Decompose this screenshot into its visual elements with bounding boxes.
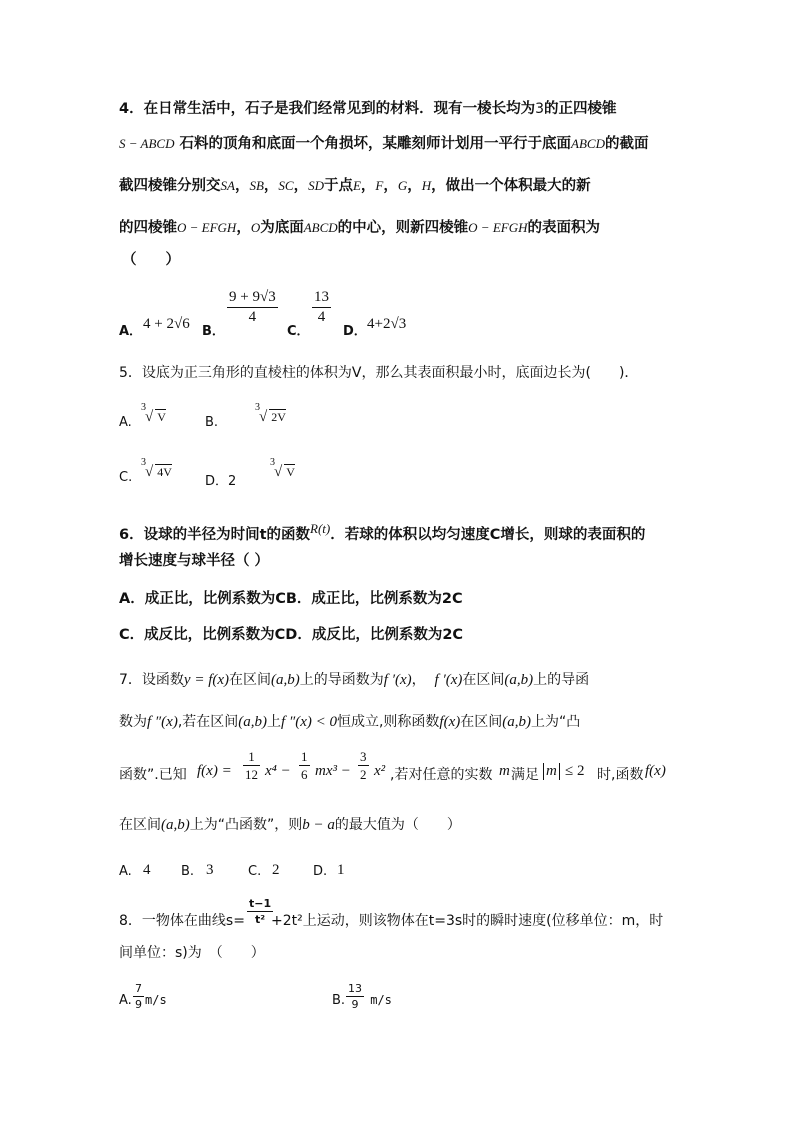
q7-text: 在区间: [119, 817, 161, 833]
q5-option-c-label: C.: [119, 470, 133, 485]
q8-option-a-label: A.: [119, 993, 132, 1008]
q4-point-G: G: [397, 178, 408, 193]
q7-text: ，: [411, 672, 426, 688]
q7-text: ,若在区间: [177, 714, 239, 730]
q8-option-b-unit: m/s: [363, 993, 392, 1007]
q5-option-b-label: B.: [205, 415, 219, 430]
q8-line2: 间单位：s)为 （ ）: [119, 945, 265, 961]
q4-option-c-numerator: 13: [312, 290, 331, 308]
q4-text: 的四棱锥: [119, 220, 177, 236]
q8-option-a-fraction: [133, 983, 144, 1010]
q5-options-row1: [119, 400, 519, 430]
q5-radicand: V: [286, 465, 295, 479]
q7-fraction-den: 2: [360, 767, 367, 782]
q7-line1: [119, 669, 589, 689]
q4-answer-paren: （ ）: [122, 252, 180, 268]
q4-edge-length: 3: [535, 101, 545, 117]
q7-text: 7．设函数: [119, 672, 184, 688]
q5-option-d-label: D．2: [205, 474, 237, 489]
q4-edge-SB: SB: [249, 178, 264, 193]
q4-line3: 截四棱锥分别交SA，SB，SC，SD于点E，F，G，H，做出一个体积最大的新: [119, 178, 591, 194]
q8-option-b-label: B.: [332, 993, 346, 1008]
q7-option-a: 4: [143, 862, 151, 878]
q4-option-b-numerator: 9 + 9√3: [227, 290, 278, 308]
q7-text: 在区间: [460, 714, 503, 730]
q7-option-c-label: C.: [248, 864, 262, 879]
q7-var-m: m: [499, 763, 510, 779]
q8-option-b-den: 9: [351, 998, 359, 1011]
q7-fraction-num: 3: [360, 749, 367, 764]
q7-interval: (a,b): [238, 714, 268, 730]
q7-text: 的最大值为（ ）: [334, 817, 461, 833]
q7-interval: (a,b): [502, 714, 531, 730]
q5-root-index: 3: [141, 457, 146, 468]
q8-line1: [119, 898, 699, 938]
q7-fraction-1-12: [243, 750, 260, 781]
q7-text: ,若对任意的实数: [390, 767, 493, 783]
q5-radicand: 4V: [157, 465, 172, 479]
q6-options-cd: C．成反比，比例系数为CD．成反比，比例系数为2C: [119, 627, 464, 643]
q4-option-a-label: A．: [119, 324, 143, 339]
q7-fraction-den: 12: [245, 767, 258, 782]
q4-text: 于点: [323, 178, 353, 194]
q8-options: [119, 981, 439, 1021]
q8-option-b-fraction: [346, 983, 364, 1010]
q7-second-derivative: f ″(x): [147, 714, 178, 730]
q4-line4: 的四棱锥O − EFGH，O为底面ABCD的中心，则新四棱锥O − EFGH的表面积为: [119, 220, 600, 236]
q4-text: 的截面: [605, 136, 649, 152]
q7-fraction-num: 1: [301, 749, 308, 764]
q4-text: 的中心，则新四棱锥: [337, 220, 469, 236]
q7-option-d-label: D.: [313, 864, 328, 879]
q4-base-label: ABCD: [303, 220, 338, 235]
q7-text: 上为“凸函数”，则: [189, 817, 303, 833]
q7-fraction-3-2: [358, 750, 369, 781]
q7-term-mx3: mx³ −: [315, 763, 351, 779]
q7-derivative: f ′(x): [434, 672, 463, 688]
q7-line4: [119, 814, 461, 834]
q4-new-pyramid: O − EFGH: [177, 220, 237, 235]
q8-text: 8．一物体在曲线s=: [119, 913, 245, 929]
q4-text: 为底面: [260, 220, 304, 236]
q5-radicand: V: [157, 410, 166, 424]
q7-fraction-den: 6: [301, 767, 308, 782]
q7-text: 在区间: [229, 672, 272, 688]
q7-function: f(x): [645, 763, 666, 779]
q7-text: 时,函数: [597, 767, 644, 783]
q4-text: 的表面积为: [527, 220, 600, 236]
q4-option-c: [312, 290, 331, 325]
q7-inequality: ≤ 2: [565, 763, 585, 779]
q7-text: 上的导函数为: [299, 672, 384, 688]
q7-text: 在区间: [462, 672, 505, 688]
q6-options-ab: A．成正比，比例系数为CB．成正比，比例系数为2C: [119, 591, 463, 607]
q5-option-c: 3 √ 4V: [141, 457, 172, 480]
q6-line1: [119, 521, 645, 544]
q4-point-F: F: [375, 178, 384, 193]
q7-interval: (a,b): [504, 672, 534, 688]
q8-fraction: [247, 898, 273, 925]
q4-option-c-denominator: 4: [317, 309, 326, 325]
q6-text: 6．设球的半径为时间t的函数: [119, 527, 311, 543]
q4-text-end: 的正四棱锥: [544, 101, 617, 117]
q4-option-b-denominator: 4: [248, 309, 257, 325]
q7-option-a-label: A.: [119, 864, 132, 879]
q7-condition: f ″(x) < 0: [281, 714, 337, 730]
q7-interval: (a,b): [161, 817, 190, 833]
q7-line3: [119, 750, 679, 796]
q7-option-d: 1: [337, 862, 345, 878]
q8-option-a-num: 7: [135, 982, 142, 995]
q7-function: y = f(x): [183, 672, 230, 688]
q7-function: f(x): [439, 714, 461, 730]
q4-options: [119, 290, 679, 340]
q7-term-x2: x²: [374, 763, 386, 779]
q7-abs-m: m: [543, 763, 560, 780]
q7-line2: [119, 711, 580, 731]
q4-edge-SD: SD: [308, 178, 324, 193]
q5-root-index: 3: [141, 402, 146, 413]
q4-text: 石料的顶角和底面一个角损坏，某雕刻师计划用一平行于底面: [179, 136, 572, 152]
q5-root-index: 3: [255, 402, 260, 413]
q4-edge-SA: SA: [220, 178, 235, 193]
q7-option-b-label: B.: [181, 864, 195, 879]
q6-line2: 增长速度与球半径（ ）: [119, 553, 270, 569]
q4-pyramid-label: S − ABCD: [119, 136, 175, 151]
q7-text: 上: [267, 714, 282, 730]
q4-text: 4．在日常生活中，石子是我们经常见到的材料．现有一棱长均为: [119, 101, 536, 117]
q7-text: 上为“凸: [531, 714, 581, 730]
q7-text: 恒成立,则称函数: [336, 714, 440, 730]
q7-text: 满足: [511, 767, 539, 783]
q7-term-x4: x⁴ −: [265, 763, 291, 779]
q5-option-d: 3 √ V: [270, 457, 295, 480]
q8-text: +2t²上运动，则该物体在t=3s时的瞬时速度(位移单位：m，时: [271, 913, 664, 929]
q7-option-b: 3: [206, 862, 214, 878]
q4-new-pyramid: O − EFGH: [468, 220, 528, 235]
q4-option-d-label: D．: [343, 324, 367, 339]
q7-function-def: f(x) =: [197, 763, 232, 779]
q7-text: 上的导函: [533, 672, 590, 688]
q5-option-b: 3 √ 2V: [255, 402, 286, 425]
q4-option-a: 4 + 2√6: [143, 316, 190, 332]
q5-option-a-label: A.: [119, 415, 132, 430]
q5-option-a: 3 √ V: [141, 402, 166, 425]
q7-text: 数为: [119, 714, 147, 730]
q8-option-a-den: 9: [135, 998, 142, 1011]
q7-text: 函数”.已知: [119, 767, 187, 783]
q4-option-c-label: C．: [287, 324, 310, 339]
q5-stem: 5．设底为正三角形的直棱柱的体积为V，那么其表面积最小时，底面边长为( )．: [119, 365, 639, 381]
q4-option-d: 4+2√3: [367, 316, 407, 332]
q7-fraction-1-6: [299, 750, 310, 781]
q8-fraction-den: t²: [255, 913, 266, 926]
q4-option-b-label: B．: [202, 324, 225, 339]
q7-option-c: 2: [272, 862, 280, 878]
q4-option-b: [227, 290, 278, 325]
q4-line2: [119, 132, 649, 153]
q7-interval: (a,b): [271, 672, 300, 688]
q4-edge-SC: SC: [278, 178, 294, 193]
q6-text: ．若球的体积以均匀速度C增长，则球的表面积的: [330, 527, 646, 543]
q7-derivative: f ′(x): [383, 672, 412, 688]
q6-function-R: R(t): [310, 521, 331, 536]
q5-options-row2: [119, 455, 519, 489]
q4-point-O: O: [250, 220, 261, 235]
q8-fraction-num: t−1: [249, 897, 272, 910]
q8-option-b-num: 13: [348, 982, 362, 995]
q5-root-index: 3: [270, 457, 275, 468]
q4-point-H: H: [421, 178, 432, 193]
q4-text: ，做出一个体积最大的新: [431, 178, 591, 194]
q4-text: 截四棱锥分别交: [119, 178, 221, 194]
q7-options: [119, 862, 419, 886]
q7-fraction-num: 1: [243, 750, 260, 766]
q8-option-a-unit: m/s: [145, 993, 167, 1007]
q4-base-label: ABCD: [571, 136, 605, 151]
q5-radicand: 2V: [271, 410, 286, 424]
q4-line1: [119, 97, 617, 118]
q7-difference: b − a: [302, 817, 335, 833]
q4-point-E: E: [352, 178, 361, 193]
